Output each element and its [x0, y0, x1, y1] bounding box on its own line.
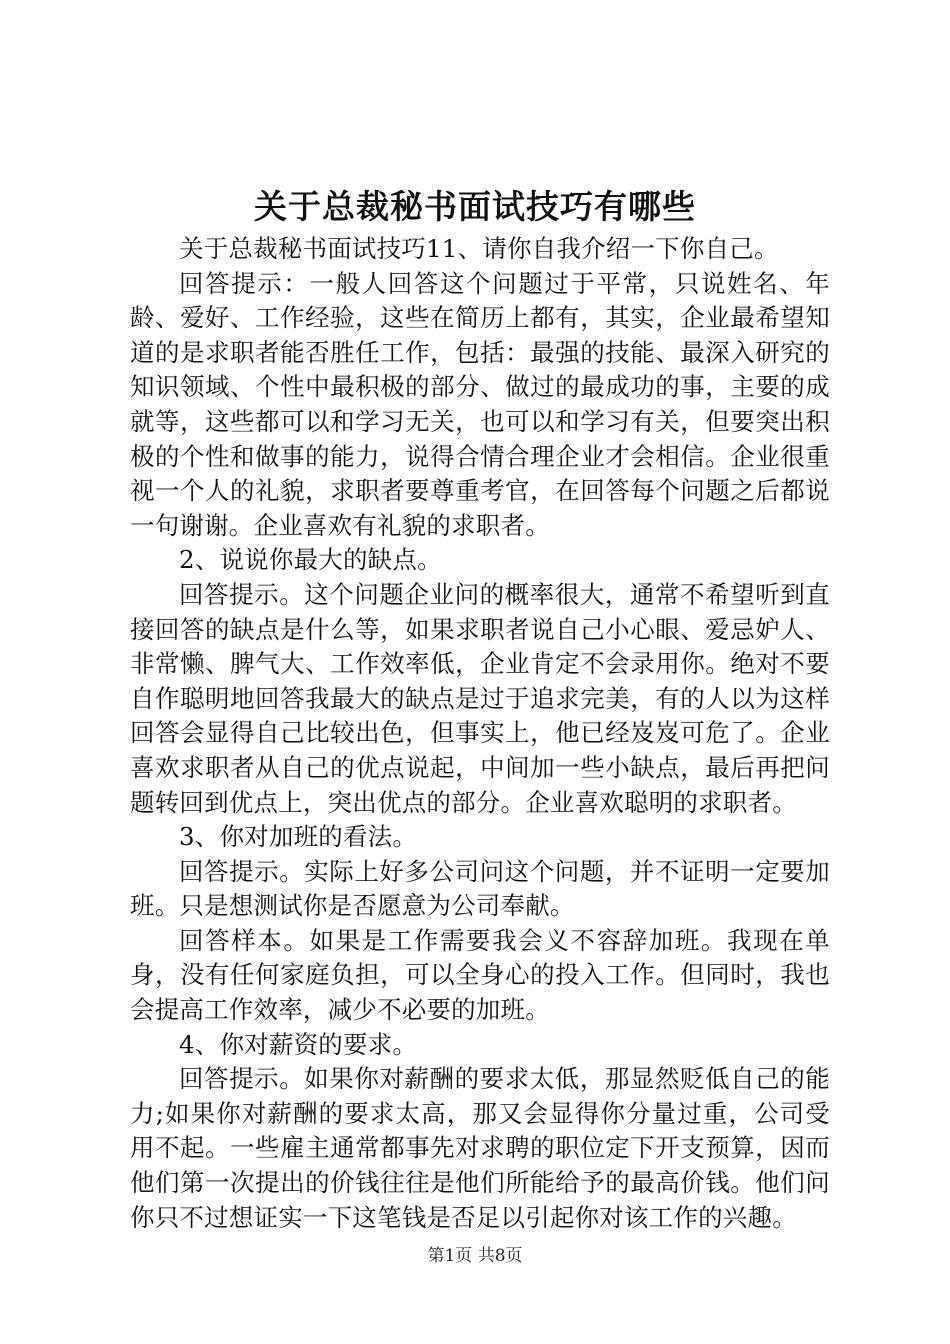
paragraph-answer-hint-4: 回答提示。如果你对薪酬的要求太低，那显然贬低自己的能力;如果你对薪酬的要求太高，那又会显得你分量过重，公司受用不起。一些雇主通常都事先对求聘的职位定下开支预算，因而他们第一次提出的价钱往往是他们所能给予的最高价钱。他们问你只不过想证实一下这笔钱是否足以引起你对该工作的兴趣。 [130, 1064, 830, 1232]
paragraph-answer-hint-2: 回答提示。这个问题企业问的概率很大，通常不希望听到直接回答的缺点是什么等，如果求职者说自己小心眼、爱忌妒人、非常懒、脾气大、工作效率低，企业肯定不会录用你。绝对不要自作聪明地回答我最大的缺点是过于追求完美，有的人以为这样回答会显得自己比较出色，但事实上，他已经岌岌可危了。企业喜欢求职者从自己的优点说起，中间加一些小缺点，最后再把问题转回到优点上，突出优点的部分。企业喜欢聪明的求职者。 [130, 579, 830, 817]
page-number-indicator: 第1页 共8页 [427, 1246, 523, 1266]
paragraph-question-4: 4、你对薪资的要求。 [179, 1029, 418, 1059]
paragraph-answer-sample-3: 回答样本。如果是工作需要我会义不容辞加班。我现在单身，没有任何家庭负担，可以全身心的投入工作。但同时，我也会提高工作效率，减少不必要的加班。 [130, 925, 830, 1025]
paragraph-question-3: 3、你对加班的看法。 [179, 822, 418, 852]
paragraph-answer-hint-1: 回答提示：一般人回答这个问题过于平常，只说姓名、年龄、爱好、工作经验，这些在简历上都有，其实，企业最希望知道的是求职者能否胜任工作，包括：最强的技能、最深入研究的知识领域、个性中最积极的部分、做过的最成功的事，主要的成就等，这些都可以和学习无关，也可以和学习有关，但要突出积极的个性和做事的能力，说得合情合理企业才会相信。企业很重视一个人的礼貌，求职者要尊重考官，在回答每个问题之后都说一句谢谢。企业喜欢有礼貌的求职者。 [130, 268, 830, 540]
paragraph-question-2: 2、说说你最大的缺点。 [179, 545, 442, 575]
paragraph-answer-hint-3: 回答提示。实际上好多公司问这个问题，并不证明一定要加班。只是想测试你是否愿意为公司奉献。 [130, 856, 830, 921]
paragraph-intro-question-1: 关于总裁秘书面试技巧11、请你自我介绍一下你自己。 [179, 234, 779, 263]
page-footer [0, 1244, 950, 1268]
document-title: 关于总裁秘书面试技巧有哪些 [254, 187, 696, 226]
document-body [130, 232, 830, 1235]
